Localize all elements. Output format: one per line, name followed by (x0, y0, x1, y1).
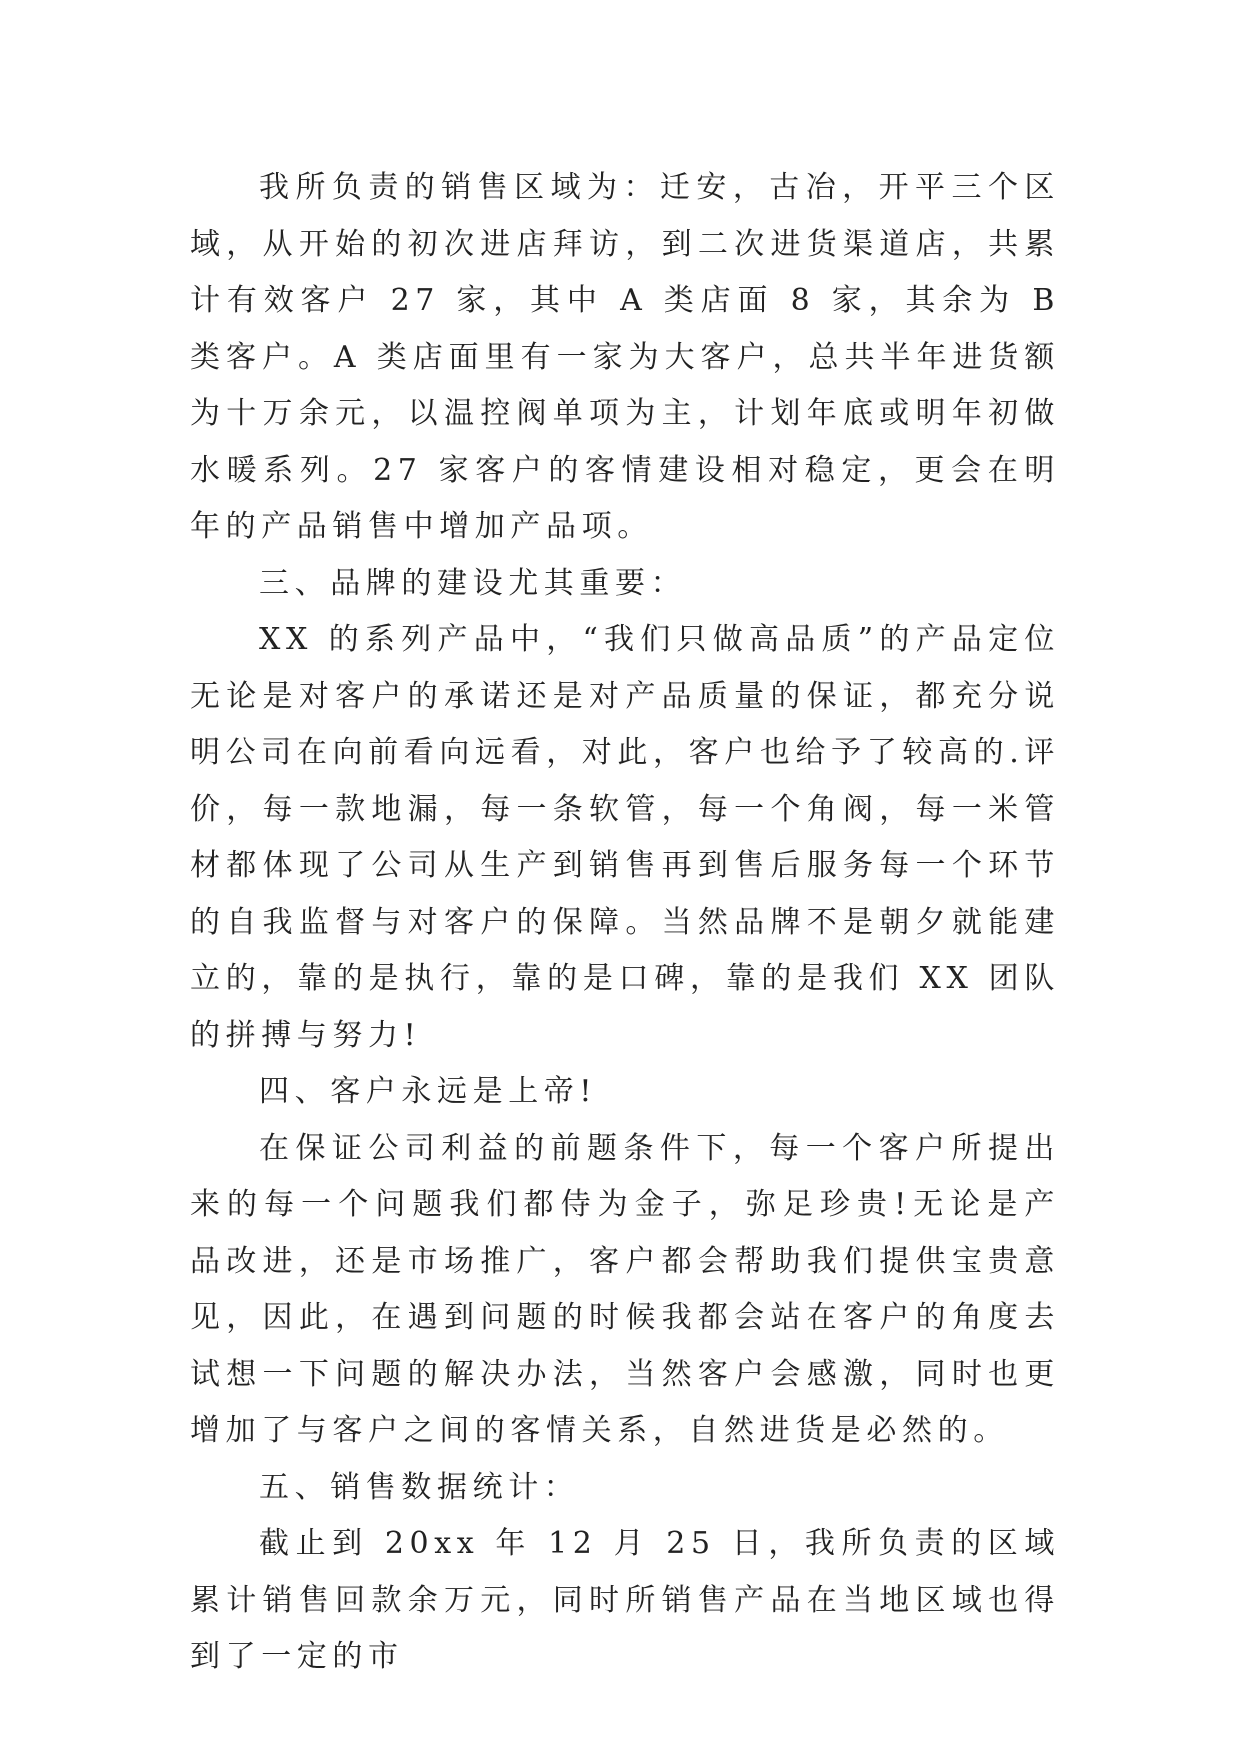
document-body (190, 160, 1060, 1686)
heading-sales-statistics: 五、销售数据统计： (259, 1469, 580, 1505)
paragraph-sales-statistics: 截止到 20xx 年 12 月 25 日，我所负责的区域累计销售回款余万元，同时所销售产品在当地区域也得到了一定的市 (190, 1526, 1060, 1674)
paragraph-customer-first: 在保证公司利益的前题条件下，每一个客户所提出来的每一个问题我们都侍为金子，弥足珍贵!无论是产品改进，还是市场推广，客户都会帮助我们提供宝贵意见，因此，在遇到问题的时候我都会站在客户的角度去试想一下问题的解决办法，当然客户会感激，同时也更增加了与客户之间的客情关系，自然进货是必然的。 (190, 1130, 1060, 1448)
paragraph-brand-building: XX 的系列产品中，“我们只做高品质”的产品定位无论是对客户的承诺还是对产品质量的保证，都充分说明公司在向前看向远看，对此，客户也给予了较高的.评价，每一款地漏，每一条软管，每一个角阀，每一米管材都体现了公司从生产到销售再到售后服务每一个环节的自我监督与对客户的保障。当然品牌不是朝夕就能建立的，靠的是执行，靠的是口碑，靠的是我们 XX 团队的拼搏与努力! (190, 622, 1060, 1053)
paragraph-sales-region: 我所负责的销售区域为：迁安，古冶，开平三个区域，从开始的初次进店拜访，到二次进货渠道店，共累计有效客户 27 家，其中 A 类店面 8 家，其余为 B 类客户。A 类店面里有一家为大客户，总共半年进货额为十万余元，以温控阀单项为主，计划年底或明年初做水暖系列。27 家客户的客情建设相对稳定，更会在明年的产品销售中增加产品项。 (190, 170, 1060, 544)
heading-customer-first: 四、客户永远是上帝! (259, 1074, 598, 1109)
heading-brand-building: 三、品牌的建设尤其重要： (259, 565, 687, 601)
